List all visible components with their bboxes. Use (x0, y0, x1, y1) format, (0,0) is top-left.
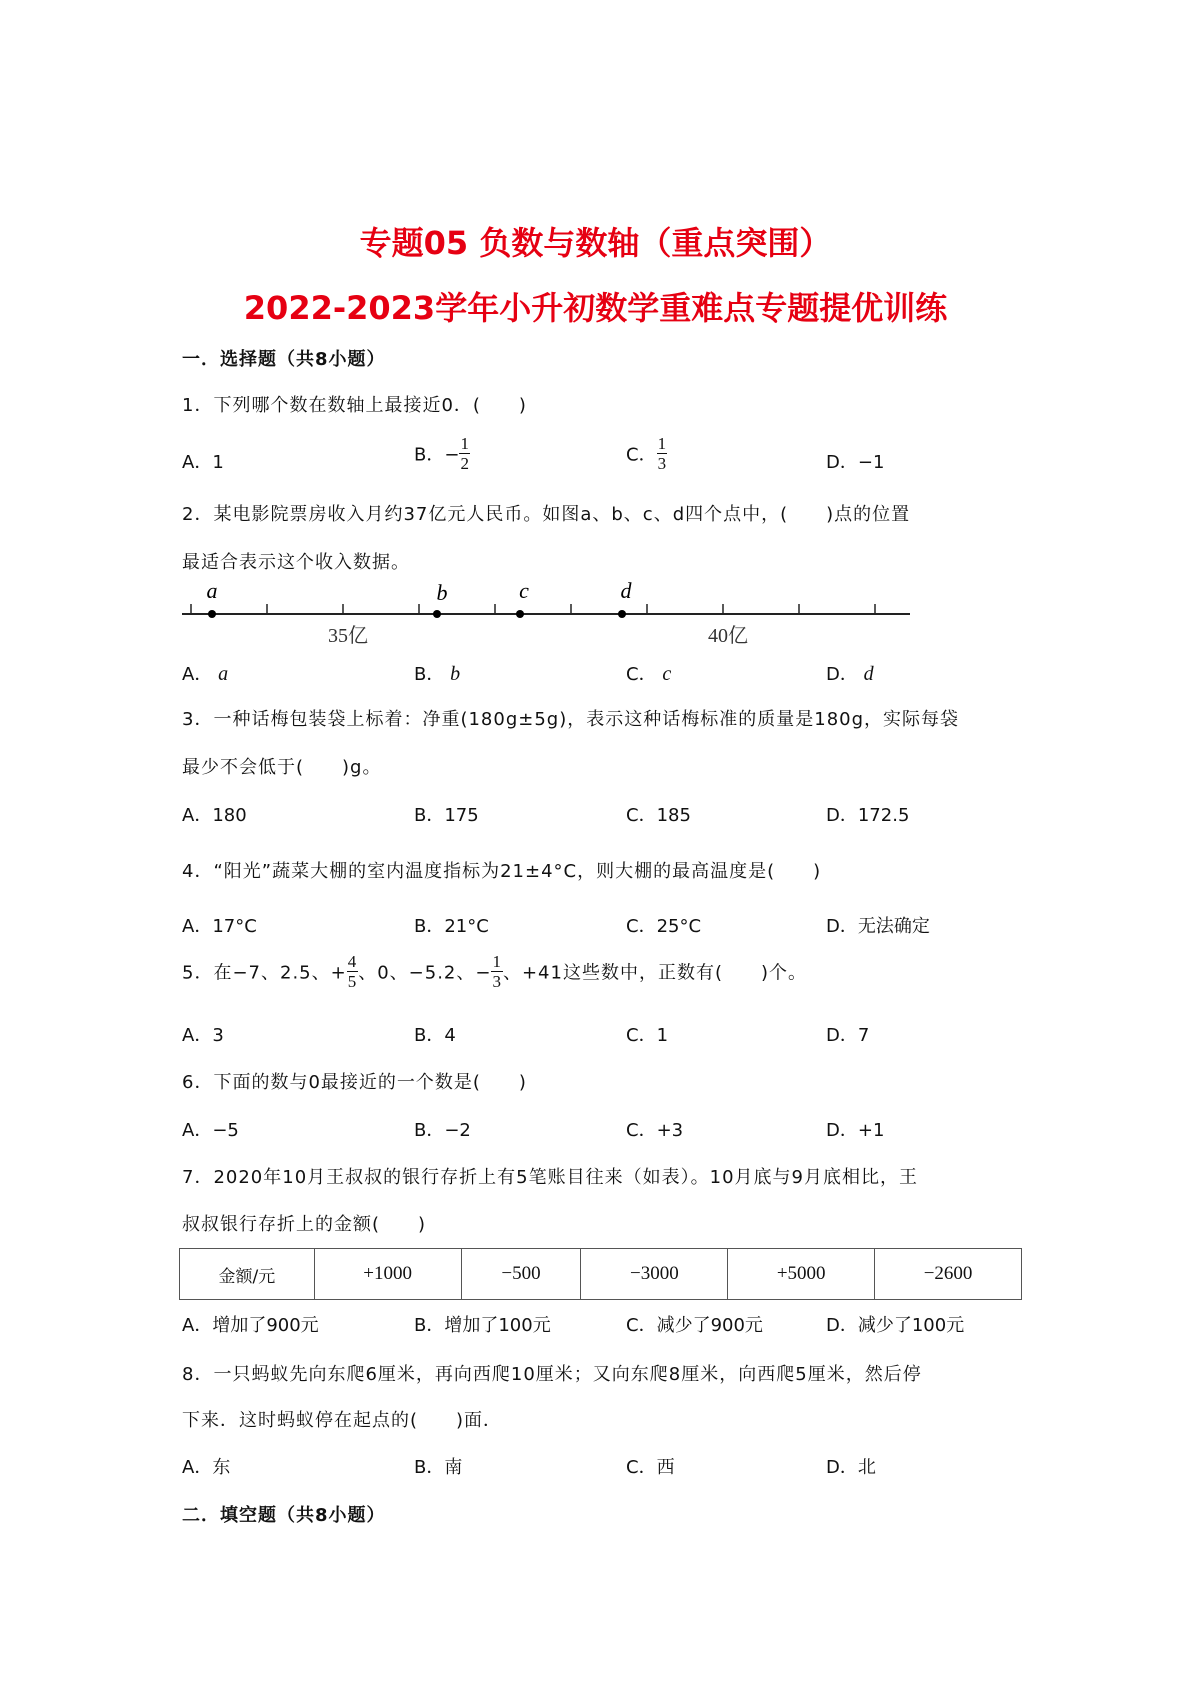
q3-line2: 最少不会低于( )g。 (182, 757, 382, 778)
option-b: B．南 (414, 1457, 463, 1478)
point-c (516, 610, 524, 618)
option-label: C． (626, 664, 657, 685)
q5-text-part: 5．在−7、2.5、+ (182, 962, 347, 984)
q7-line1: 7．2020年10月王叔叔的银行存折上有5笔账目往来（如表）。10月底与9月底相比，王 (182, 1167, 918, 1188)
option-label: D． (826, 664, 858, 685)
q5-text-part: 、0、−5.2、− (358, 962, 492, 984)
option-label: B． (414, 664, 445, 685)
option-b (414, 434, 470, 473)
point-label: b (436, 580, 448, 605)
q3-line1: 3．一种话梅包装袋上标着：净重(180g±5g)，表示这种话梅标准的质量是180g，实际每袋 (182, 709, 960, 730)
point-a (208, 610, 216, 618)
option-a: A．−5 (182, 1120, 239, 1141)
option-d: D．减少了100元 (826, 1315, 965, 1336)
point-label: c (519, 580, 529, 603)
number-line (180, 580, 920, 655)
option-b: B．175 (414, 805, 479, 826)
option-b: B．21°C (414, 916, 489, 937)
table-cell: −2600 (875, 1249, 1022, 1300)
q1-text: 1．下列哪个数在数轴上最接近0．( ) (182, 395, 527, 416)
numerator: 1 (492, 952, 502, 971)
option-c: C．185 (626, 805, 691, 826)
point-label: d (620, 580, 632, 603)
option-a: A．1 (182, 452, 224, 473)
point-b (433, 610, 441, 618)
option-c: C．西 (626, 1457, 675, 1478)
option-a: A．东 (182, 1457, 231, 1478)
table-cell: −500 (461, 1249, 581, 1300)
q6-text: 6．下面的数与0最接近的一个数是( ) (182, 1072, 527, 1093)
option-value: d (863, 663, 874, 685)
axis-label: 40亿 (708, 625, 748, 647)
option-c (626, 660, 671, 686)
table-cell: +5000 (728, 1249, 875, 1300)
option-b: B．增加了100元 (414, 1315, 551, 1336)
option-c: C．减少了900元 (626, 1315, 763, 1336)
q7-table (179, 1248, 1022, 1300)
q8-line1: 8．一只蚂蚁先向东爬6厘米，再向西爬10厘米；又向东爬8厘米，向西爬5厘米，然后停 (182, 1364, 922, 1385)
option-d: D．+1 (826, 1120, 885, 1141)
q2-line1: 2．某电影院票房收入月约37亿元人民币。如图a、b、c、d四个点中，( )点的位置 (182, 504, 911, 525)
option-value: a (218, 663, 229, 685)
option-b: B．−2 (414, 1120, 471, 1141)
option-d: D．无法确定 (826, 916, 930, 937)
option-a: A．180 (182, 805, 247, 826)
option-d: D．−1 (826, 452, 885, 473)
option-d (826, 660, 874, 686)
q4-text: 4．“阳光”蔬菜大棚的室内温度指标为21±4°C，则大棚的最高温度是( ) (182, 861, 822, 882)
denominator: 2 (460, 454, 469, 473)
q5-text-part: 、+41这些数中，正数有( )个。 (502, 962, 807, 984)
q2-line2: 最适合表示这个收入数据。 (182, 552, 410, 573)
table-header-cell: 金额/元 (180, 1249, 315, 1300)
fraction (347, 952, 359, 991)
q7-line2: 叔叔银行存折上的金额( ) (182, 1214, 427, 1235)
table-cell: −3000 (581, 1249, 728, 1300)
option-label: A． (182, 664, 213, 685)
title-line1: 专题05 负数与数轴（重点突围） (359, 224, 832, 262)
option-d: D．7 (826, 1025, 870, 1046)
option-value: b (450, 663, 461, 685)
q5-text (182, 952, 807, 991)
option-label: B．− (414, 444, 460, 466)
fraction (491, 952, 503, 991)
numerator: 4 (347, 952, 358, 971)
q8-line2: 下来．这时蚂蚁停在起点的( )面． (182, 1410, 503, 1431)
option-b: B．4 (414, 1025, 456, 1046)
table-cell: +1000 (314, 1249, 461, 1300)
numerator: 1 (460, 434, 469, 453)
numerator: 1 (657, 434, 667, 453)
option-d: D．北 (826, 1457, 876, 1478)
table-row (180, 1249, 1022, 1300)
option-a: A．3 (182, 1025, 224, 1046)
fraction (459, 434, 470, 473)
option-a (182, 660, 228, 686)
denominator: 3 (492, 972, 502, 991)
fraction (657, 434, 668, 473)
option-a: A．增加了900元 (182, 1315, 319, 1336)
denominator: 3 (657, 454, 667, 473)
option-b (414, 660, 460, 686)
title-line2: 2022-2023学年小升初数学重难点专题提优训练 (243, 289, 948, 327)
option-c: C．+3 (626, 1120, 684, 1141)
option-c: C．25°C (626, 916, 702, 937)
denominator: 5 (347, 972, 358, 991)
point-d (618, 610, 626, 618)
option-label: C． (626, 444, 657, 466)
option-d: D．172.5 (826, 805, 910, 826)
option-c (626, 434, 667, 473)
option-a: A．17°C (182, 916, 257, 937)
option-c: C．1 (626, 1025, 669, 1046)
point-label: a (206, 580, 218, 603)
section-heading-choice: 一．选择题（共8小题） (182, 349, 386, 370)
q1-options (0, 434, 1191, 484)
axis-label: 35亿 (328, 625, 368, 647)
section-heading-fill: 二．填空题（共8小题） (182, 1505, 386, 1526)
option-value: c (662, 663, 672, 685)
